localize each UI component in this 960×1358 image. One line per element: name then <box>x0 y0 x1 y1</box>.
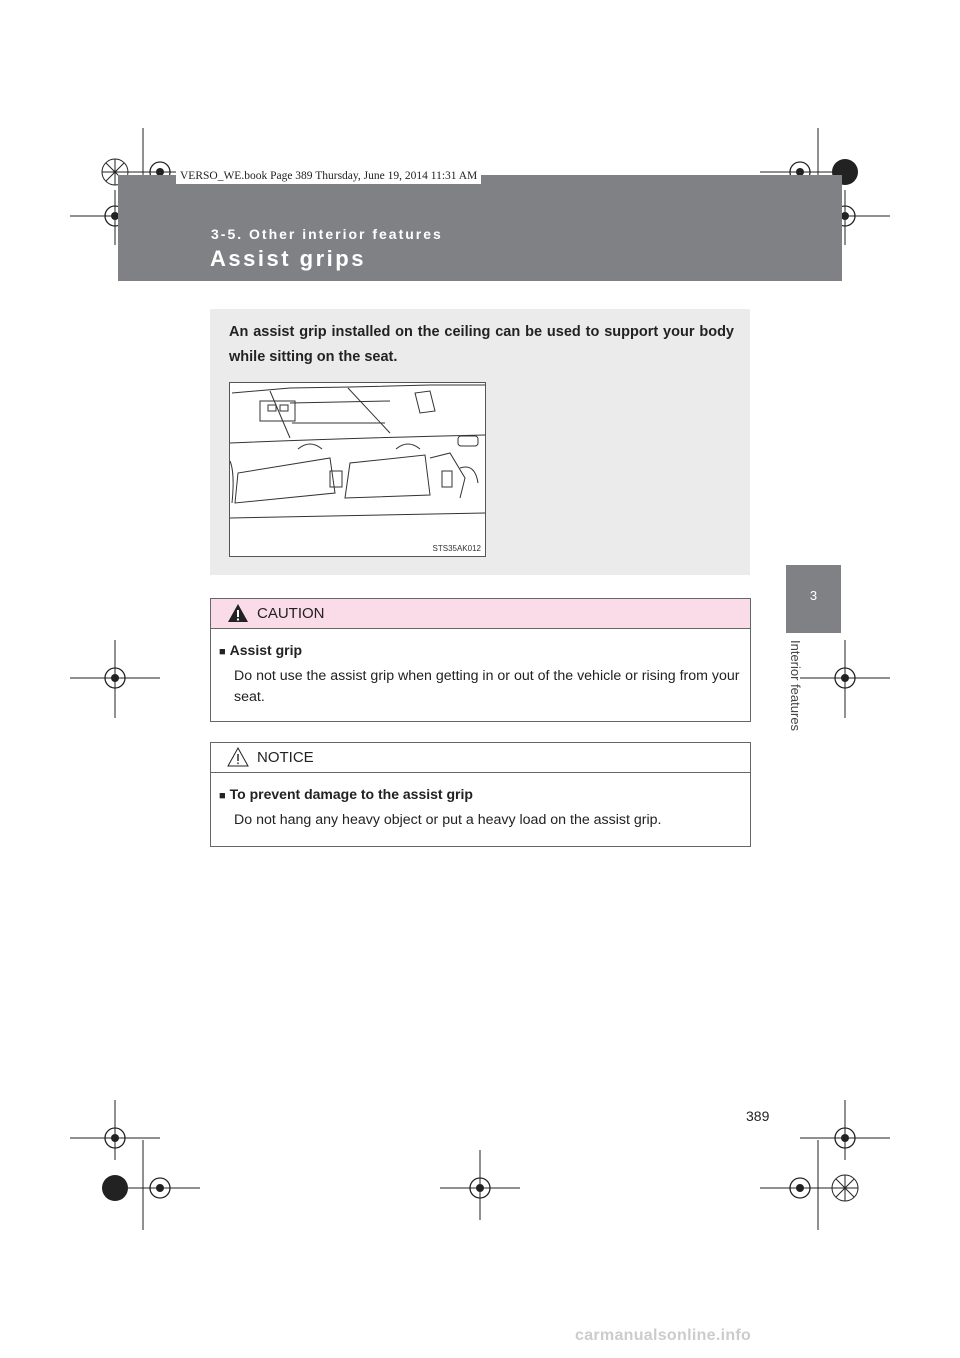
notice-header <box>211 743 750 773</box>
caution-header <box>211 599 750 629</box>
notice-item-body: Do not hang any heavy object or put a heavy load on the assist grip. <box>234 812 662 828</box>
caution-title: CAUTION <box>257 605 325 622</box>
figure-code: STS35AK012 <box>432 544 481 553</box>
chapter-number: 3 <box>809 588 818 603</box>
watermark: carmanualsonline.info <box>575 1327 752 1344</box>
notice-item-title <box>219 786 473 802</box>
bullet-square-icon: ■ <box>219 646 226 658</box>
caution-item-body: Do not use the assist grip when getting in or out of the vehicle or rising from your seat. <box>234 668 740 705</box>
notice-triangle-icon <box>227 747 249 767</box>
bullet-square-icon: ■ <box>219 790 226 802</box>
car-interior-drawing <box>230 383 485 556</box>
book-info-stamp: VERSO_WE.book Page 389 Thursday, June 19, 2014 11:31 AM <box>176 168 481 184</box>
page-title: Assist grips <box>210 246 366 271</box>
chapter-label <box>786 640 806 750</box>
assist-grip-illustration <box>229 382 486 557</box>
section-label: 3-5. Other interior features <box>211 226 443 242</box>
warning-triangle-icon <box>227 603 249 623</box>
intro-text: An assist grip installed on the ceiling can be used to support your body while sitting on the seat. <box>229 324 734 365</box>
caution-box <box>210 598 751 722</box>
notice-box <box>210 742 751 847</box>
notice-item-title-text: To prevent damage to the assist grip <box>229 786 473 802</box>
caution-item-title-text: Assist grip <box>229 642 303 658</box>
page-number: 389 <box>746 1108 770 1124</box>
caution-item-title <box>219 642 302 658</box>
chapter-label-text: Interior features <box>788 640 803 732</box>
notice-title: NOTICE <box>257 749 314 766</box>
